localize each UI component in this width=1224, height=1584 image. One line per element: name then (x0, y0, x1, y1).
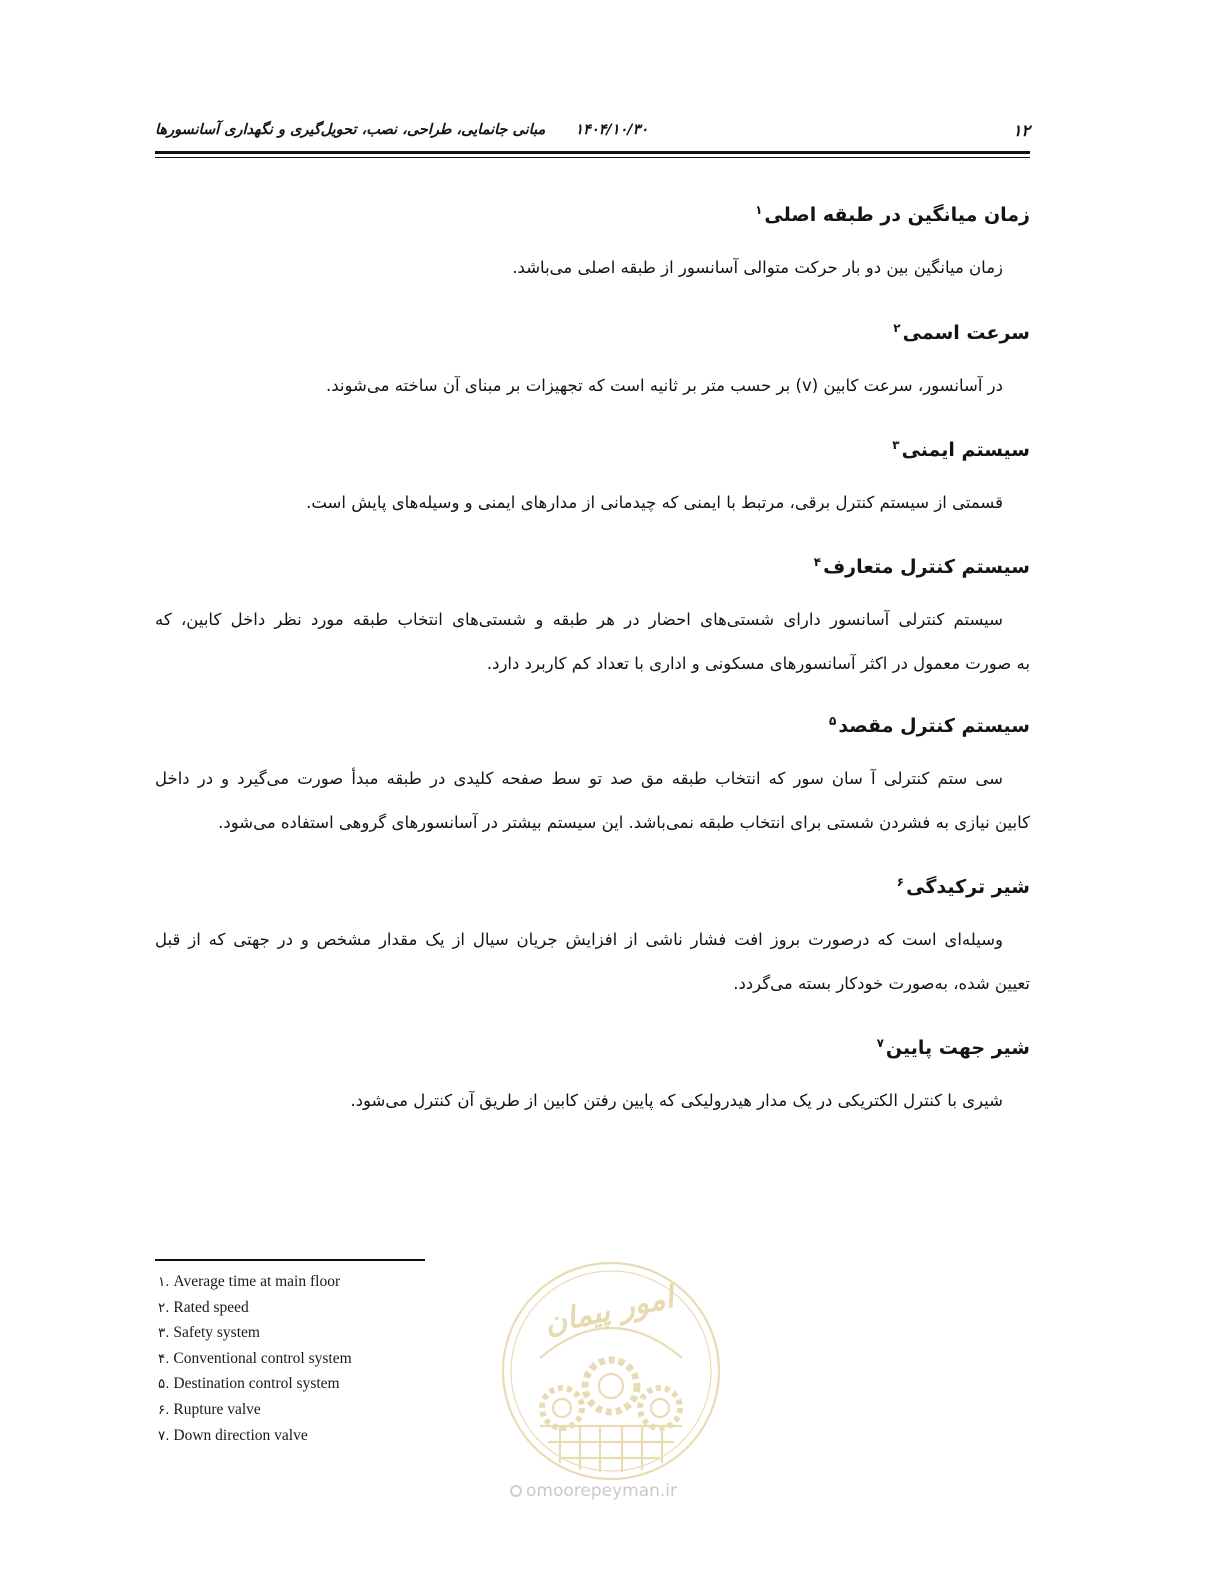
definition-section (155, 1033, 1030, 1163)
footnote-number: ۱. (158, 1274, 170, 1290)
page-number: ۱۲ (1012, 120, 1030, 140)
footnote-marker: ۴ (813, 554, 822, 569)
footnote-marker: ۶ (896, 874, 905, 889)
globe-icon (510, 1485, 522, 1497)
section-heading (893, 318, 1030, 348)
footnote-marker: ۷ (876, 1035, 884, 1050)
book-title: مبانی جانمایی، طراحی، نصب، تحویل‌گیری و نگهداری آسانسورها (155, 122, 546, 138)
definition-section (155, 200, 1030, 330)
section-heading (897, 872, 1030, 902)
heading-text: سیستم ایمنی (901, 439, 1030, 461)
header-rule-thick (155, 151, 1030, 154)
paragraph-line: تعیین شده، به‌صورت خودکار بسته می‌گردد. (733, 974, 1030, 993)
definition-section (155, 872, 1030, 1002)
definition-section (155, 711, 1030, 841)
footnote-number: ۲. (158, 1299, 170, 1316)
footnote-marker: ۱ (755, 202, 763, 217)
paragraph-line: سی ستم کنترلی آ سان سور که انتخاب طبقه مق صد تو سط صفحه کلیدی در طبقه مبدأ صورت می‌گیرد و در داخل (155, 769, 1003, 788)
section-heading (755, 200, 1030, 230)
footnote-item (158, 1320, 578, 1346)
footnote-item (158, 1397, 578, 1423)
watermark-site (510, 1478, 710, 1504)
watermark-url: omoorepeyman.ir (526, 1481, 678, 1501)
footnote-number: ۳. (158, 1325, 170, 1342)
section-heading (877, 1033, 1030, 1063)
footnote-number: ۴. (158, 1350, 170, 1367)
heading-text: زمان میانگین در طبقه اصلی (764, 204, 1030, 226)
paragraph-line: قسمتی از سیستم کنترل برقی، مرتبط با ایمنی که چیدمانی از مدارهای ایمنی و وسیله‌های پایش است. (306, 493, 1003, 512)
footnote-text: Down direction valve (173, 1426, 308, 1444)
footnote-marker: ۳ (892, 437, 900, 452)
running-header (155, 117, 1030, 143)
paragraph-line: سیستم کنترلی آسانسور دارای شستی‌های احضار در هر طبقه و شستی‌های انتخاب طبقه مورد نظر داخل کابین، که (155, 610, 1003, 629)
footnote-item (158, 1423, 578, 1449)
paragraph-line: شیری با کنترل الکتریکی در یک مدار هیدرولیکی که پایین رفتن کابین از طریق آن کنترل می‌شود. (350, 1091, 1003, 1110)
definition-section (155, 552, 1030, 682)
footnote-text: Rated speed (173, 1298, 249, 1316)
footnote-text: Destination control system (173, 1375, 340, 1393)
heading-text: شیر ترکیدگی (906, 876, 1030, 898)
paragraph-line: زمان میانگین بین دو بار حرکت متوالی آسانسور از طبقه اصلی می‌باشد. (512, 258, 1003, 277)
footnote-item (158, 1371, 578, 1397)
paragraph-line: در آسانسور، سرعت کابین (v) بر حسب متر بر ثانیه است که تجهیزات بر مبنای آن ساخته می‌شوند. (326, 376, 1003, 395)
paragraph-line: کابین نیازی به فشردن شستی برای انتخاب طبقه نمی‌باشد. این سیستم بیشتر در آسانسورهای گروهی استفاده می‌شود. (218, 813, 1030, 832)
footnote-text: Conventional control system (173, 1349, 352, 1367)
heading-text: سیستم کنترل متعارف (823, 556, 1030, 578)
footnote-number: ۶. (158, 1401, 170, 1418)
definition-section (155, 435, 1030, 565)
footnote-marker: ۵ (829, 713, 837, 728)
section-heading (892, 435, 1030, 465)
header-rule-thin (155, 157, 1030, 158)
footnote-item (158, 1295, 578, 1321)
footnotes (158, 1269, 578, 1448)
footnote-text: Safety system (173, 1324, 260, 1342)
heading-text: سیستم کنترل مقصد (838, 715, 1030, 737)
footnote-marker: ۲ (893, 320, 901, 335)
footnote-item (158, 1269, 578, 1295)
heading-text: شیر جهت پایین (885, 1037, 1030, 1059)
header-date: ۱۴۰۴/۱۰/۳۰ (575, 122, 649, 138)
section-heading (814, 552, 1030, 582)
footnote-text: Rupture valve (173, 1400, 261, 1418)
paragraph-line: وسیله‌ای است که درصورت بروز افت فشار ناشی از افزایش جریان سیال از یک مقدار مشخص و در جهتی که از قبل (155, 930, 1003, 949)
footnote-text: Average time at main floor (173, 1273, 341, 1290)
paragraph-line: به صورت معمول در اکثر آسانسورهای مسکونی و اداری با تعداد کم کاربرد دارد. (486, 654, 1030, 673)
definition-section (155, 318, 1030, 448)
header-title-group (155, 122, 648, 138)
footnote-number: ۵. (158, 1376, 170, 1393)
section-heading (829, 711, 1030, 741)
footnote-item (158, 1346, 578, 1372)
footnote-rule (155, 1259, 425, 1261)
watermark-lettering: امور پیمان (541, 1279, 677, 1342)
footnote-number: ۷. (158, 1427, 170, 1444)
heading-text: سرعت اسمی (902, 322, 1030, 344)
